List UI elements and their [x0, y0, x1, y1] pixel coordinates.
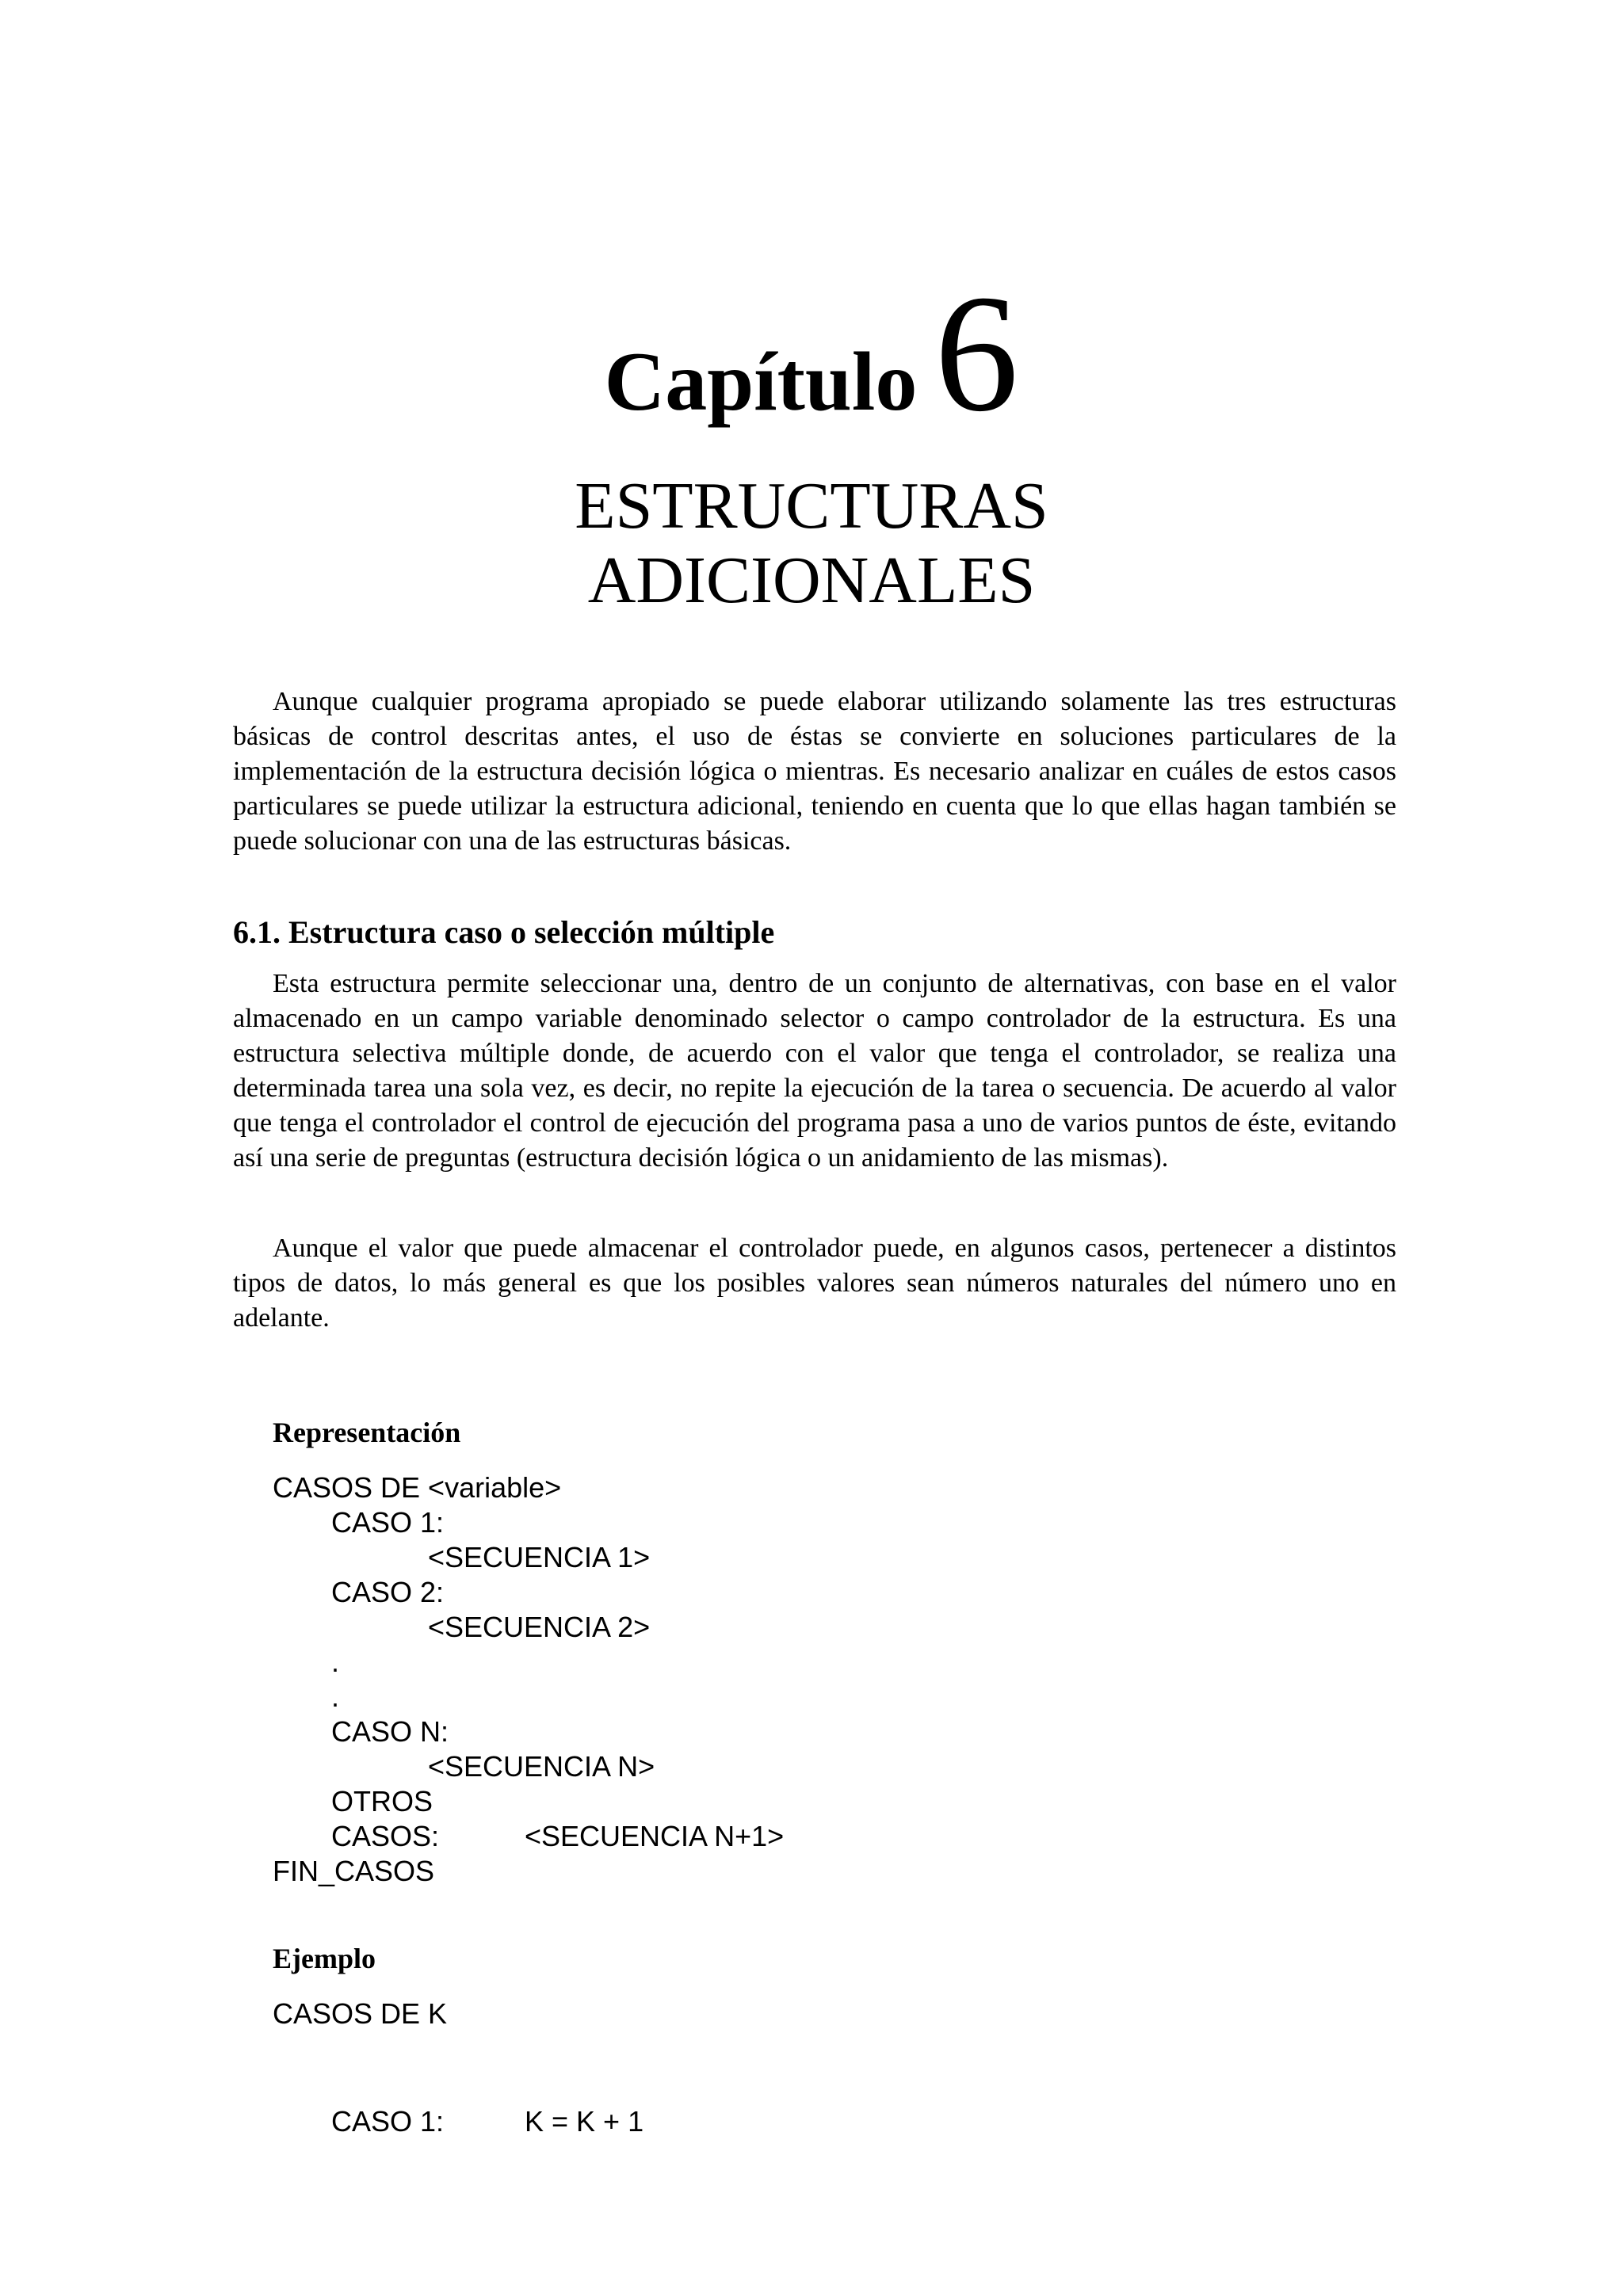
- chapter-title: [0, 469, 1623, 618]
- intro-paragraph: Aunque cualquier programa apropiado se puede elaborar utilizando solamente las tres estructuras básicas de control descritas antes, el uso de éstas se convierte en soluciones particulares de la implementación de la estructura decisión lógica o mientras. Es necesario analizar en cuáles de estos casos particulares se puede utilizar la estructura adicional, teniendo en cuenta que lo que ellas hagan también se puede solucionar con una de las estructuras básicas.: [233, 687, 1396, 856]
- code-line: K = K + 1: [525, 2105, 644, 2138]
- representacion-heading: Representación: [273, 1417, 461, 1448]
- intro-section: [233, 685, 1396, 859]
- chapter-word: Capítulo: [604, 335, 918, 428]
- section-body-1: [233, 967, 1396, 1176]
- code-line: <SECUENCIA 1>: [428, 1541, 651, 1573]
- code-line: OTROS: [331, 1785, 433, 1817]
- code-line: CASO N:: [331, 1715, 449, 1748]
- chapter-title-line-1: ESTRUCTURAS: [575, 469, 1048, 543]
- code-line: CASOS DE K: [273, 1997, 448, 2030]
- code-line: .: [331, 1646, 340, 1678]
- ejemplo-heading: Ejemplo: [273, 1943, 376, 1974]
- code-line: CASOS DE <variable>: [273, 1471, 562, 1504]
- section-heading: 6.1. Estructura caso o selección múltiple: [233, 914, 775, 950]
- code-line: <SECUENCIA N+1>: [525, 1820, 785, 1852]
- section-paragraph-1: Esta estructura permite seleccionar una, dentro de un conjunto de alternativas, con base en el valor almacenado en un campo variable denominado selector o campo controlador de la estructura. Es una estructura selectiva múltiple donde, de acuerdo con el valor que tenga el controlador, se realiza una determinada tarea una sola vez, es decir, no repite la ejecución de la tarea o secuencia. De acuerdo al valor que tenga el controlador el control de ejecución del programa pasa a uno de varios puntos de éste, evitando así una serie de preguntas (estructura decisión lógica o un anidamiento de las mismas).: [233, 969, 1396, 1173]
- code-line: <SECUENCIA 2>: [428, 1611, 651, 1643]
- code-line: .: [331, 1680, 340, 1713]
- chapter-number: 6: [934, 260, 1019, 446]
- code-line: CASO 1:: [331, 2105, 445, 2138]
- code-line: <SECUENCIA N>: [428, 1750, 655, 1783]
- code-line: CASO 2:: [331, 1576, 445, 1608]
- code-line: CASO 1:: [331, 1506, 445, 1539]
- chapter-title-line-2: ADICIONALES: [587, 543, 1036, 617]
- section-paragraph-2: Aunque el valor que puede almacenar el controlador puede, en algunos casos, pertenecer a distintos tipos de datos, lo más general es que los posibles valores sean números naturales del número uno en adelante.: [233, 1234, 1396, 1333]
- chapter-heading: [0, 260, 1623, 446]
- code-line: FIN_CASOS: [273, 1855, 435, 1887]
- code-line: CASOS:: [331, 1820, 440, 1852]
- section-body-2: [233, 1231, 1396, 1336]
